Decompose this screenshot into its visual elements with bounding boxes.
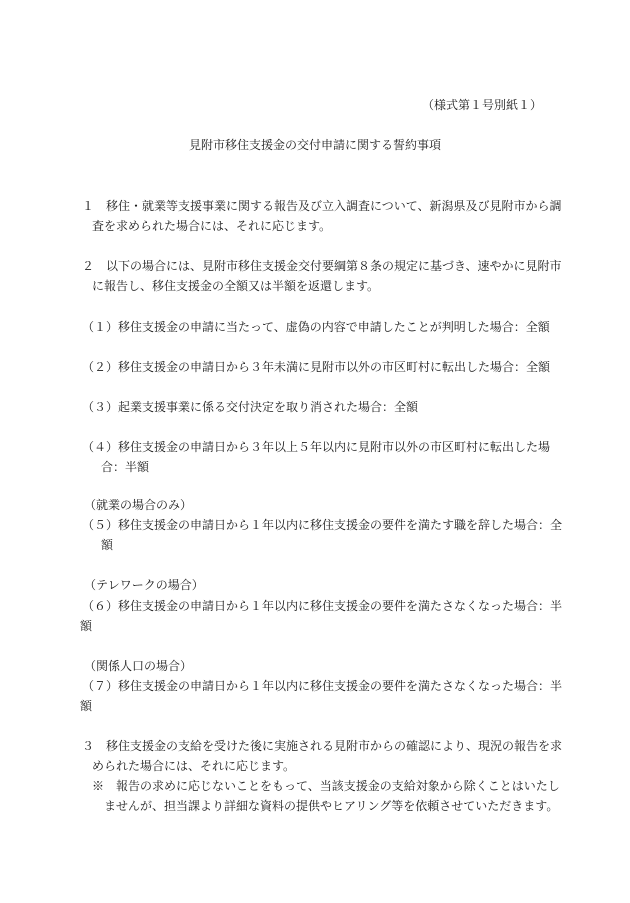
item-3-line-1: ３ 移住支援金の支給を受けた後に実施される見附市からの確認により、現況の報告を求: [82, 739, 563, 753]
item-1-line-2: 査を求められた場合には、それに応じます。: [92, 219, 332, 233]
item-1-line-1: １ 移住・就業等支援事業に関する報告及び立入調査について、新潟県及び見附市から調: [82, 199, 562, 213]
sub-item-1: （１）移住支援金の申請に当たって、虚偽の内容で申請したことが判明した場合：全額: [82, 320, 550, 334]
sub-item-7-line-2: 額: [80, 699, 93, 713]
sub-item-3: （３）起業支援事業に係る交付決定を取り消された場合：全額: [82, 400, 419, 414]
sub-item-7-line-1: （７）移住支援金の申請日から１年以内に移住支援金の要件を満たさなくなった場合：半: [82, 679, 563, 693]
sub-item-5-line-1: （５）移住支援金の申請日から１年以内に移住支援金の要件を満たす職を辞した場合：全: [82, 518, 563, 532]
heading-employment-only: （就業の場合のみ）: [84, 498, 193, 512]
document-title: 見附市移住支援金の交付申請に関する誓約事項: [188, 138, 441, 152]
note-line-1: ※ 報告の求めに応じないことをもって、当該支援金の支給対象から除くことはいたし: [92, 779, 560, 793]
item-3-line-2: められた場合には、それに応じます。: [92, 759, 296, 773]
heading-related-population: （関係人口の場合）: [84, 659, 193, 673]
sub-item-4-line-2: 合：半額: [101, 460, 150, 474]
sub-item-6-line-2: 額: [80, 619, 93, 633]
note-line-2: ませんが、担当課より詳細な資料の提供やヒアリング等を依頼させていただきます。: [104, 799, 559, 813]
form-number-label: （様式第１号別紙１）: [421, 98, 542, 112]
heading-telework: （テレワークの場合）: [84, 578, 204, 592]
sub-item-6-line-1: （６）移住支援金の申請日から１年以内に移住支援金の要件を満たさなくなった場合：半: [82, 599, 563, 613]
item-2-line-2: に報告し、移住支援金の全額又は半額を返還します。: [92, 279, 380, 293]
sub-item-2: （２）移住支援金の申請日から３年未満に見附市以外の市区町村に転出した場合：全額: [82, 360, 551, 374]
item-2-line-1: ２ 以下の場合には、見附市移住支援金交付要綱第８条の規定に基づき、速やかに見附市: [82, 259, 562, 273]
sub-item-5-line-2: 額: [101, 538, 114, 552]
sub-item-4-line-1: （４）移住支援金の申請日から３年以上５年以内に見附市以外の市区町村に転出した場: [82, 440, 551, 454]
